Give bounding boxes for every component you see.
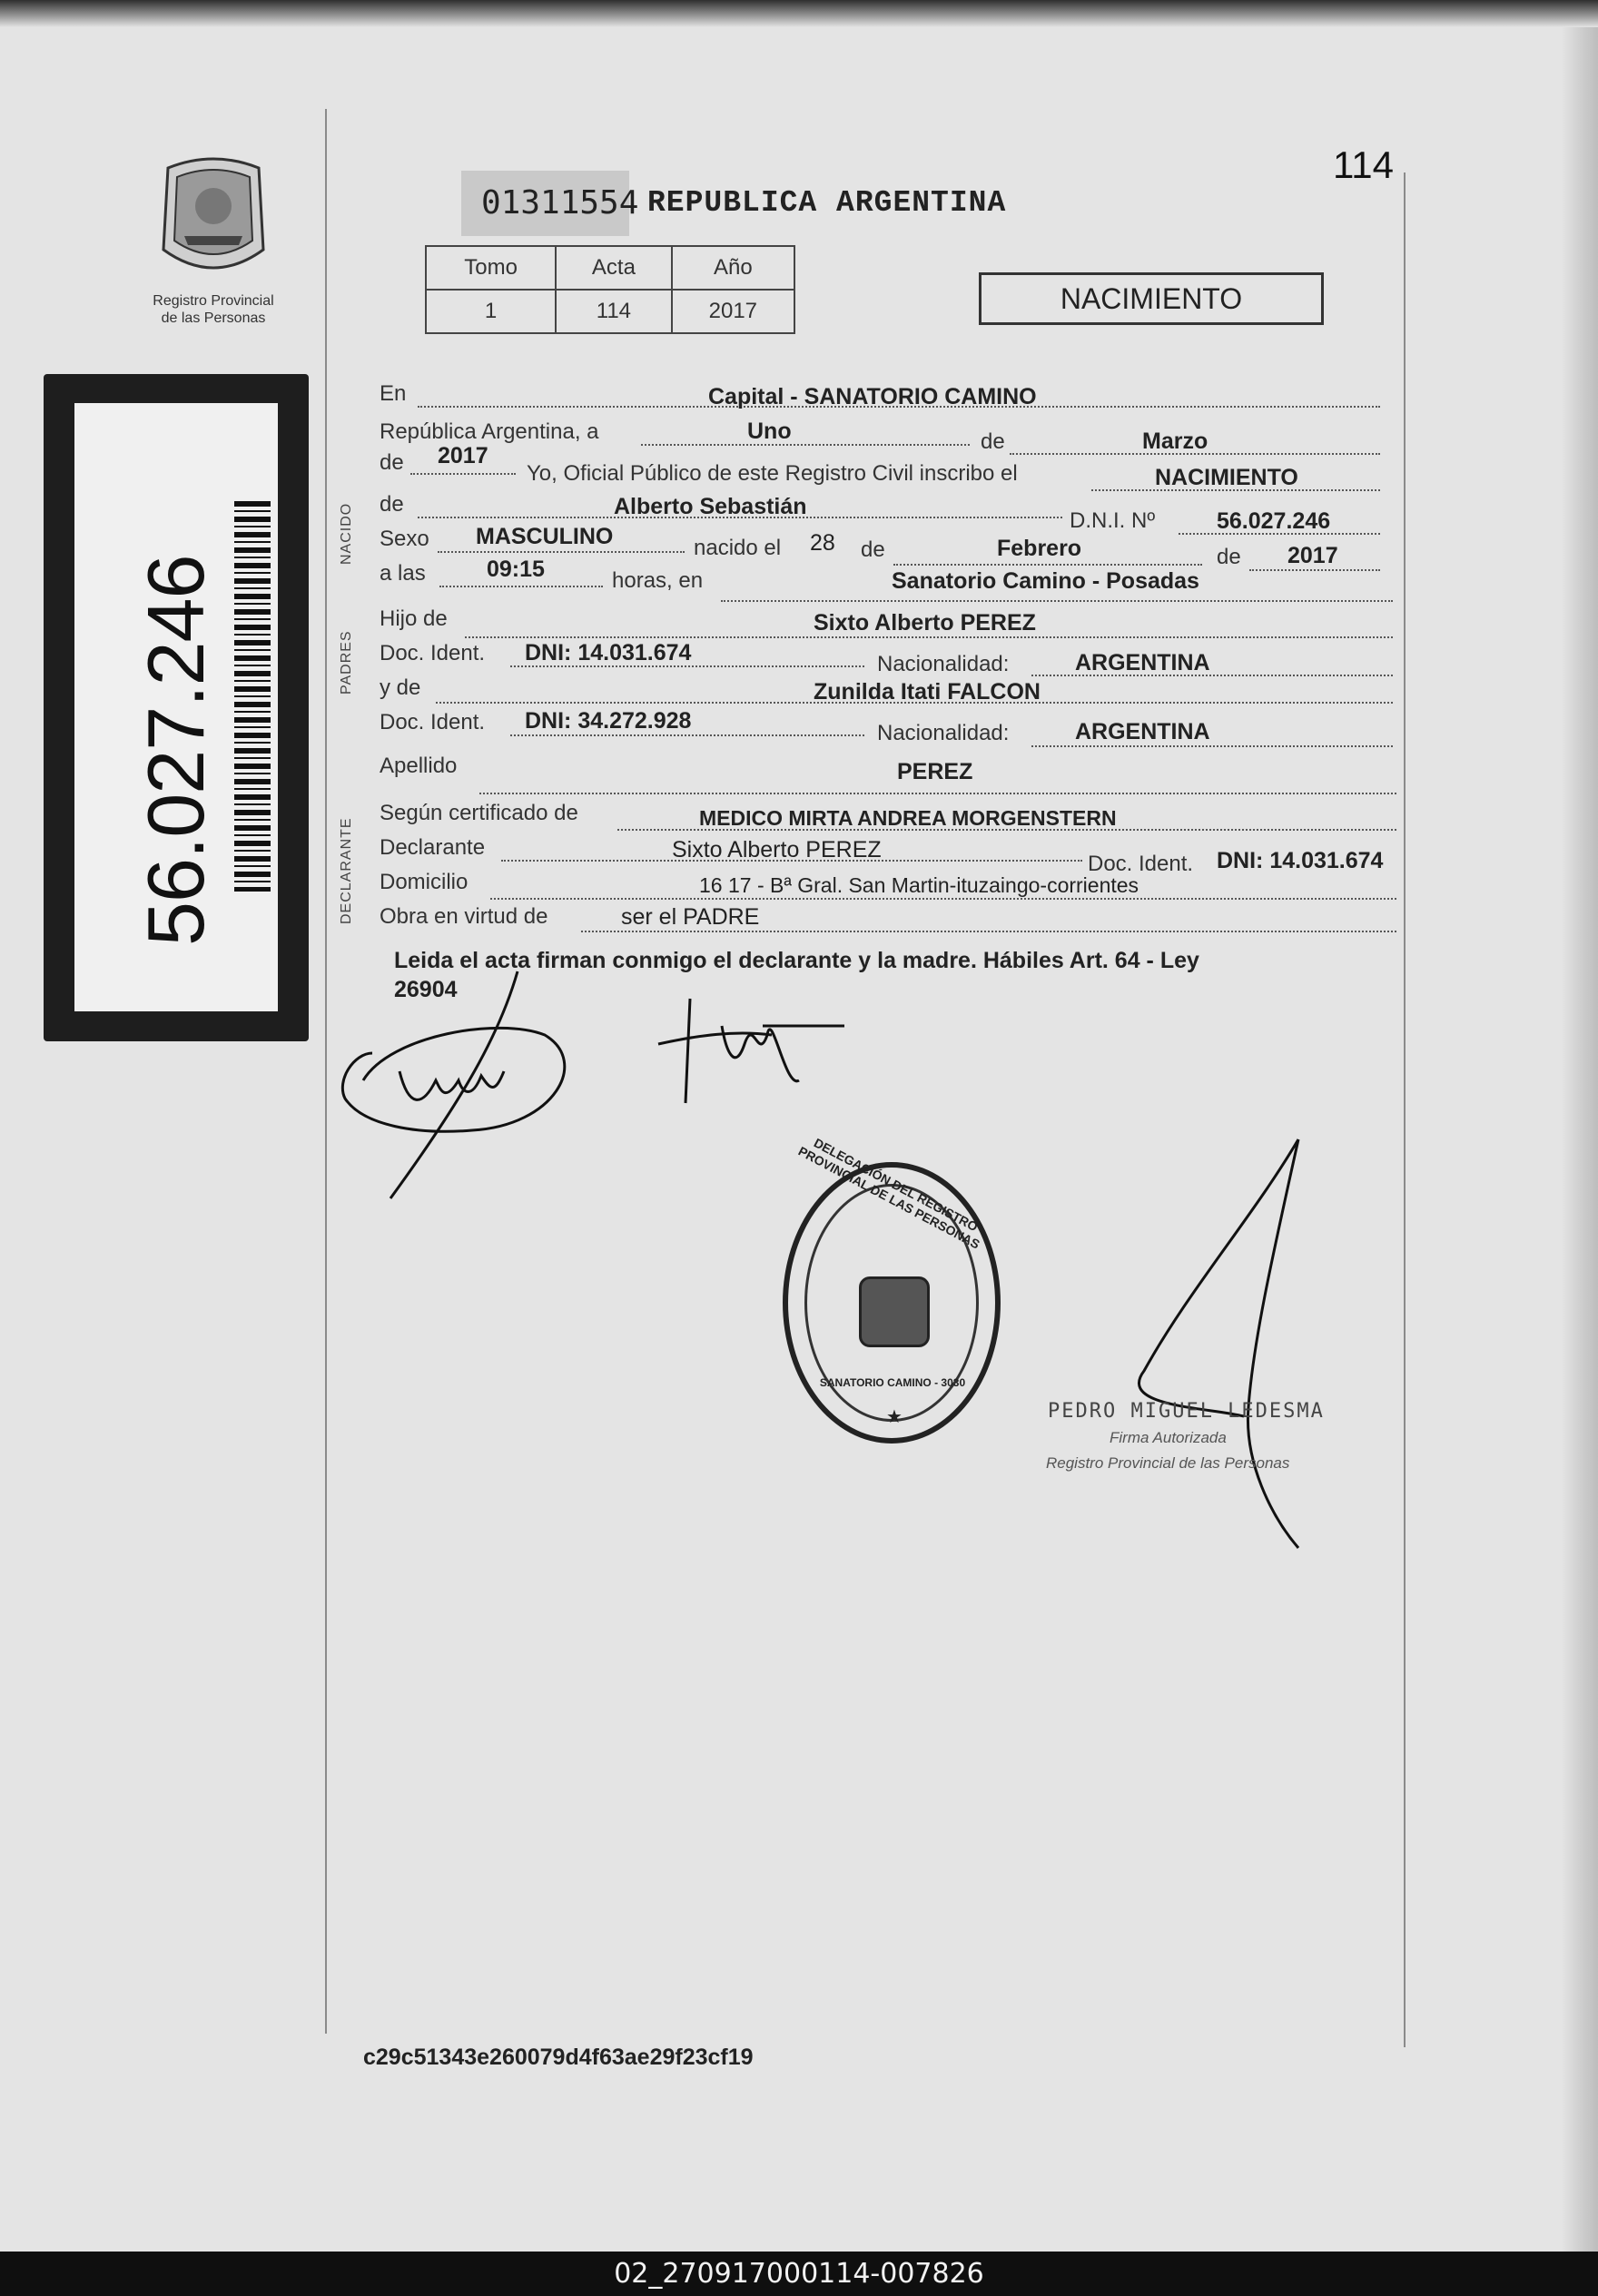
stamp-inner-text: SANATORIO CAMINO - 3030 xyxy=(819,1376,966,1389)
section-label-padres: PADRES xyxy=(339,630,354,695)
page-top-edge xyxy=(0,0,1598,27)
strip-number: 56.027.246 xyxy=(131,555,221,946)
label-certificado: Según certificado de xyxy=(380,801,578,825)
table-value-acta: 114 xyxy=(556,290,671,333)
value-lugar: Sanatorio Camino - Posadas xyxy=(892,568,1199,594)
page-right-edge xyxy=(1562,27,1598,2252)
value-nacido-anio: 2017 xyxy=(1287,543,1338,568)
stamp-star: ★ xyxy=(886,1407,903,1427)
label-sexo: Sexo xyxy=(380,527,429,551)
value-mes: Marzo xyxy=(1142,429,1208,454)
mother-signature xyxy=(654,980,853,1108)
table-value-tomo: 1 xyxy=(426,290,556,333)
closing-text: Leida el acta firman conmigo el declarante y la madre. Hábiles Art. 64 - Ley xyxy=(394,948,1199,973)
side-barcode-strip xyxy=(44,374,309,1041)
label-y-de: y de xyxy=(380,675,421,700)
label-obra: Obra en virtud de xyxy=(380,904,548,929)
label-declarante: Declarante xyxy=(380,835,486,860)
closing-text-law: 26904 xyxy=(394,977,458,1002)
table-header-tomo: Tomo xyxy=(426,246,556,290)
section-label-declarante: DECLARANTE xyxy=(339,817,354,924)
declarant-signature xyxy=(336,953,645,1207)
label-dni: D.N.I. Nº xyxy=(1070,508,1156,533)
official-name: PEDRO MIGUEL LEDESMA xyxy=(1048,1400,1325,1423)
value-padre: Sixto Alberto PEREZ xyxy=(814,610,1036,636)
label-de-5: de xyxy=(1217,545,1241,569)
value-declarante-doc: DNI: 14.031.674 xyxy=(1217,848,1384,873)
value-anio: 2017 xyxy=(438,443,488,468)
label-oficial: Yo, Oficial Público de este Registro Civil inscribo el xyxy=(527,461,1018,486)
label-doc-ident-1: Doc. Ident. xyxy=(380,641,486,665)
label-de-4: de xyxy=(861,537,885,562)
country-title: REPUBLICA ARGENTINA xyxy=(647,186,1007,220)
official-stamp xyxy=(783,1135,1001,1444)
value-en: Capital - SANATORIO CAMINO xyxy=(708,384,1037,409)
label-de-2: de xyxy=(380,450,404,475)
value-madre-doc: DNI: 34.272.928 xyxy=(525,708,692,734)
value-certificado: MEDICO MIRTA ANDREA MORGENSTERN xyxy=(699,806,1117,830)
value-hora: 09:15 xyxy=(487,557,545,582)
stamp-outer-text: DELEGACIÓN DEL REGISTRO PROVINCIAL DE LAS PERSONAS xyxy=(795,1135,982,1252)
value-dia: Uno xyxy=(747,419,792,444)
stamp-center-emblem xyxy=(859,1276,930,1347)
value-madre-nac: ARGENTINA xyxy=(1075,719,1210,744)
label-apellido: Apellido xyxy=(380,754,458,778)
official-title: Firma Autorizada xyxy=(1110,1429,1227,1446)
label-republica: República Argentina, a xyxy=(380,419,599,444)
strip-barcode xyxy=(234,501,271,892)
province-logo xyxy=(150,150,277,286)
value-apellido: PEREZ xyxy=(897,759,973,784)
table-header-anio: Año xyxy=(672,246,794,290)
label-en: En xyxy=(380,381,407,406)
label-hijo-de: Hijo de xyxy=(380,606,448,631)
footer-filename-bar: 02_270917000114-007826 xyxy=(0,2252,1598,2296)
left-margin-line xyxy=(325,109,327,2034)
value-padre-doc: DNI: 14.031.674 xyxy=(525,640,692,665)
page-number: 114 xyxy=(1333,143,1394,186)
value-nacido-mes: Febrero xyxy=(997,536,1082,561)
label-de-1: de xyxy=(981,429,1005,454)
document-hash: c29c51343e260079d4f63ae29f23cf19 xyxy=(363,2045,754,2070)
value-inscribe: NACIMIENTO xyxy=(1155,465,1298,490)
label-domicilio: Domicilio xyxy=(380,870,469,894)
value-madre: Zunilda Itati FALCON xyxy=(814,679,1041,705)
official-office: Registro Provincial de las Personas xyxy=(1046,1454,1290,1472)
value-dni: 56.027.246 xyxy=(1217,508,1331,534)
logo-caption-line2: de las Personas xyxy=(161,310,266,326)
label-nacido-el: nacido el xyxy=(694,536,782,560)
value-domicilio: 16 17 - Bª Gral. San Martin-ituzaingo-corrientes xyxy=(699,873,1139,897)
act-type-box: NACIMIENTO xyxy=(979,272,1324,325)
label-doc-ident-3: Doc. Ident. xyxy=(1088,852,1194,876)
serial-number: 01311554 xyxy=(481,184,639,222)
table-header-acta: Acta xyxy=(556,246,671,290)
label-nacionalidad-1: Nacionalidad: xyxy=(877,652,1010,676)
registry-table xyxy=(425,245,795,334)
value-obra: ser el PADRE xyxy=(621,904,760,930)
label-de-3: de xyxy=(380,492,404,517)
value-padre-nac: ARGENTINA xyxy=(1075,650,1210,675)
label-horas-en: horas, en xyxy=(612,568,704,593)
logo-caption-line1: Registro Provincial xyxy=(153,293,274,309)
label-nacionalidad-2: Nacionalidad: xyxy=(877,721,1010,745)
official-signature xyxy=(1090,1135,1307,1552)
value-declarante: Sixto Alberto PEREZ xyxy=(672,837,882,862)
value-nombre: Alberto Sebastián xyxy=(614,494,807,519)
label-doc-ident-2: Doc. Ident. xyxy=(380,710,486,734)
value-nacido-dia: 28 xyxy=(810,530,835,556)
table-value-anio: 2017 xyxy=(672,290,794,333)
section-label-nacido: NACIDO xyxy=(339,502,354,565)
value-sexo: MASCULINO xyxy=(476,524,614,549)
right-margin-line xyxy=(1404,172,1406,2047)
label-a-las: a las xyxy=(380,561,426,586)
